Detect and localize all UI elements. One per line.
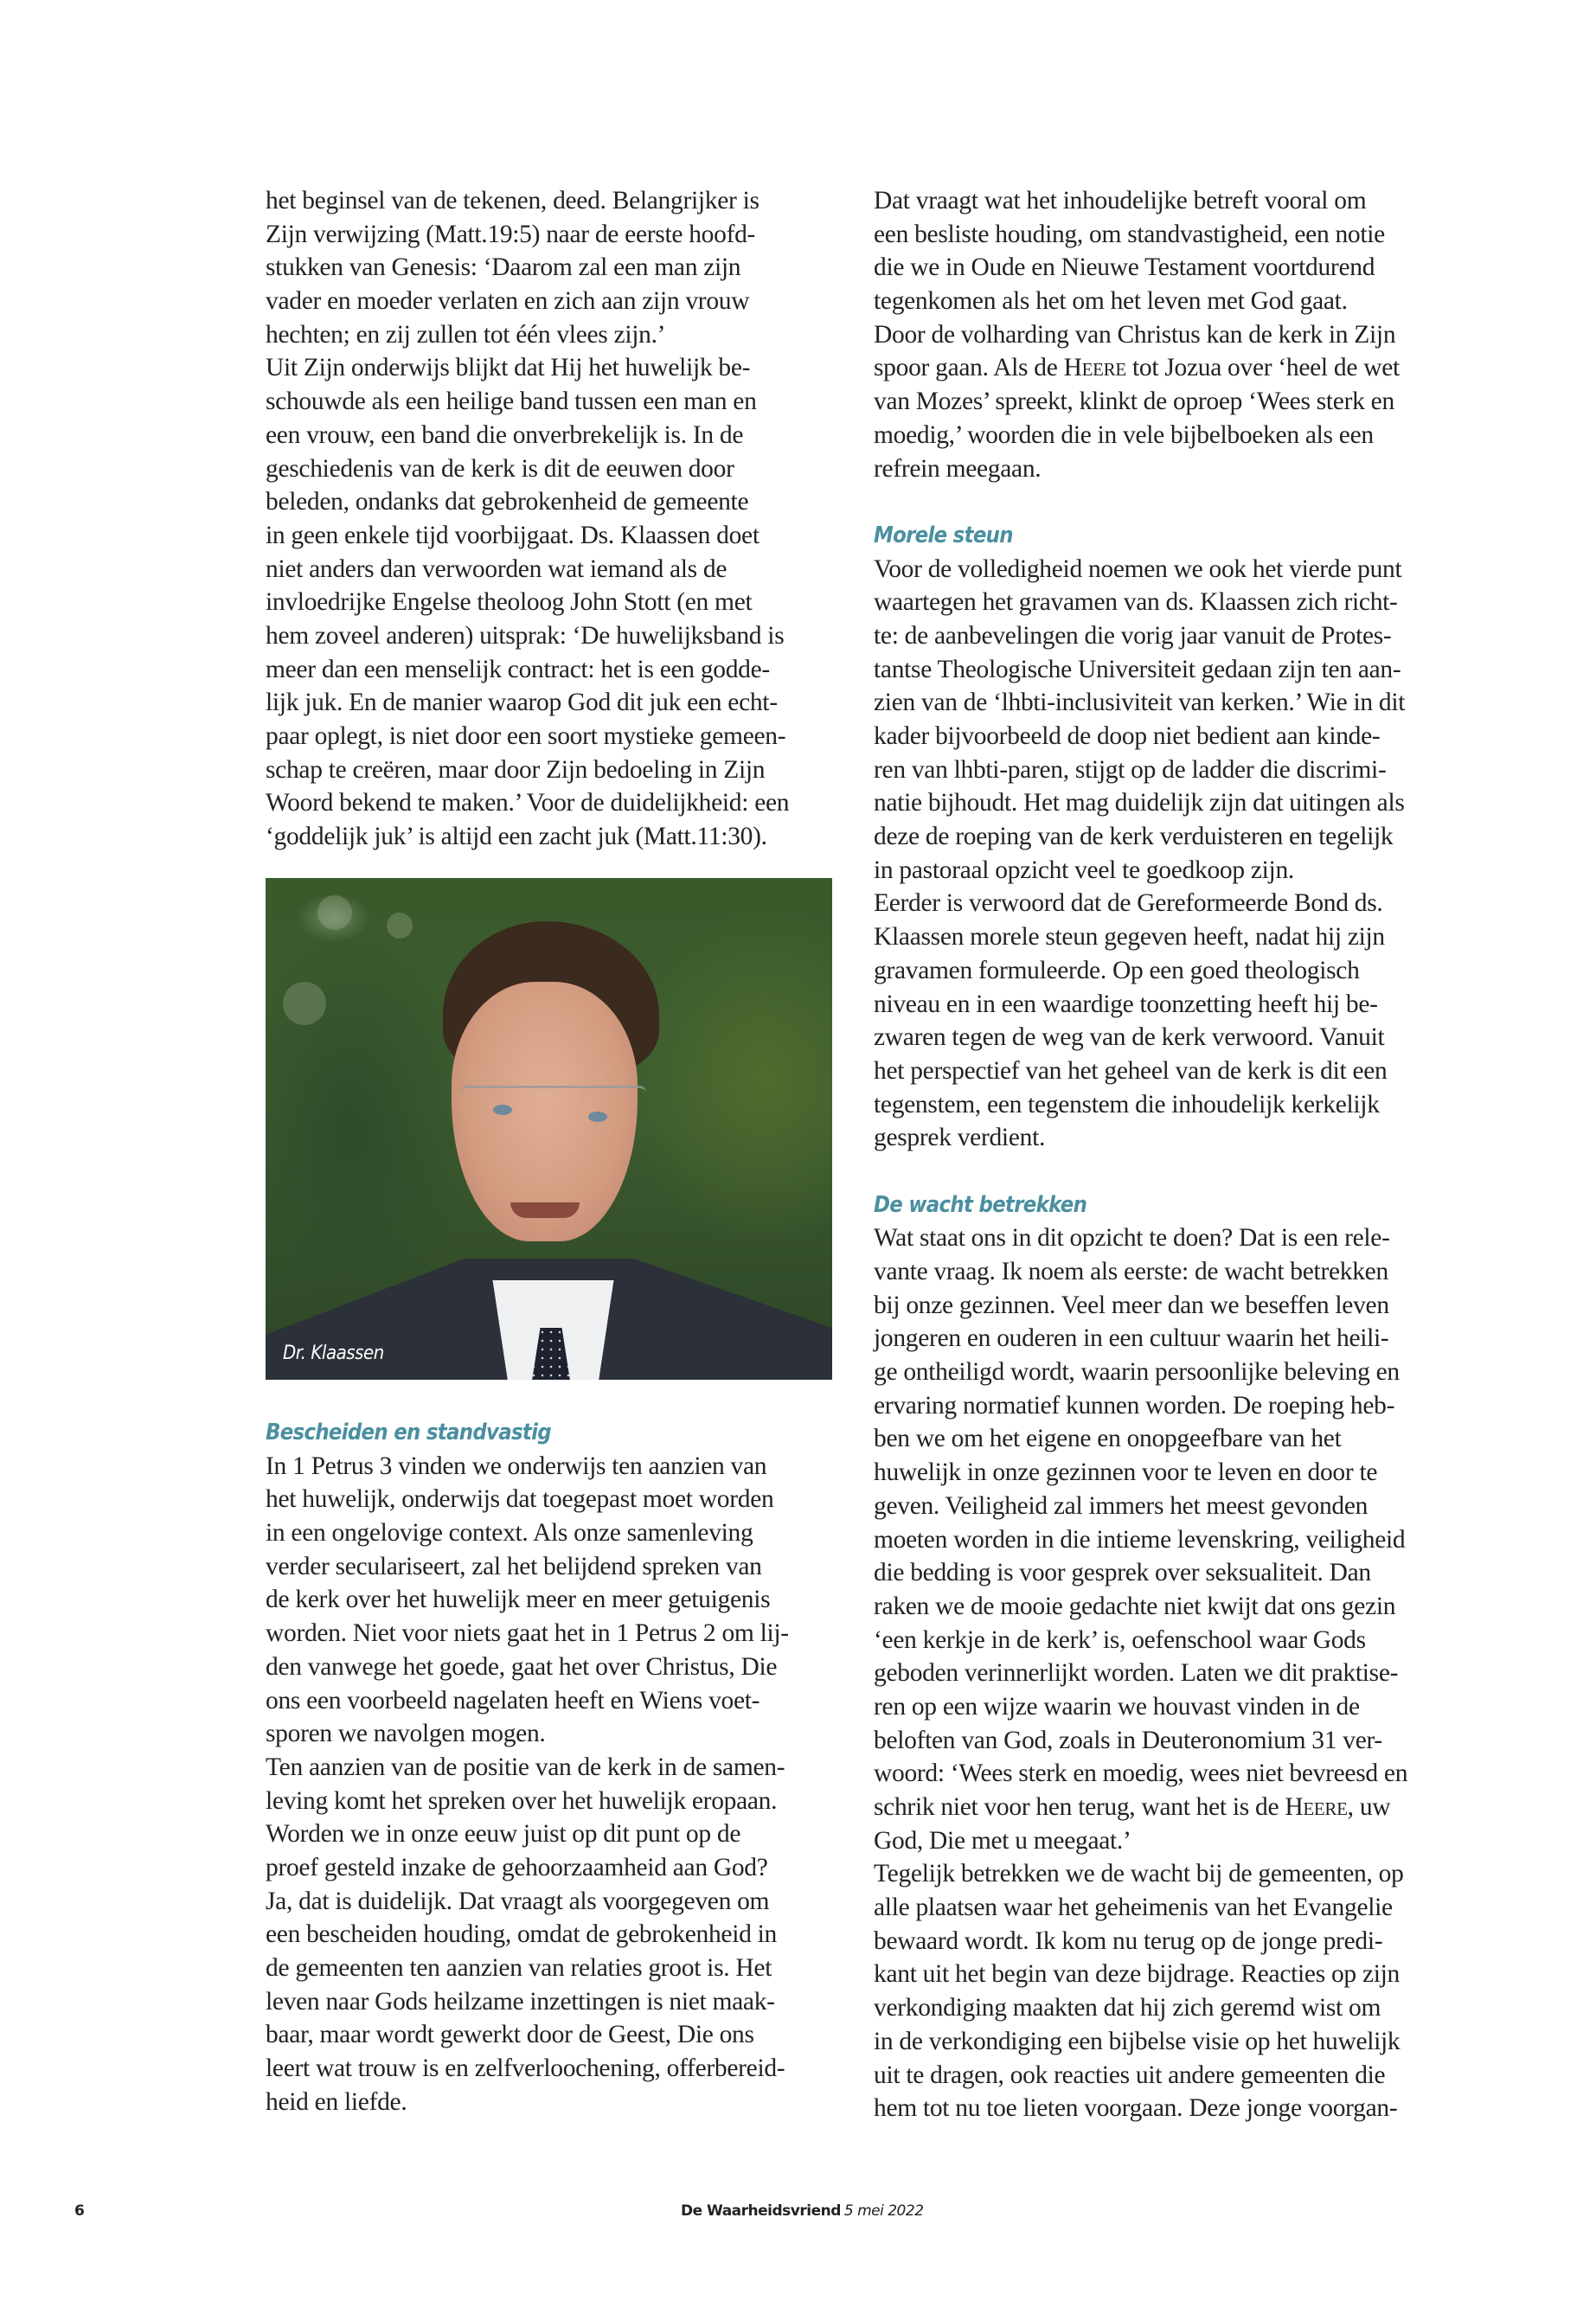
text-line: worden. Niet voor niets gaat het in 1 Petrus 2 om lij-	[266, 1619, 789, 1648]
text-line: moeten worden in die intieme levenskring, veiligheid	[874, 1525, 1406, 1554]
right-column	[874, 184, 1453, 2125]
text-line: ervaring normatief kunnen worden. De roeping heb-	[874, 1391, 1395, 1420]
text-line: heid en liefde.	[266, 2087, 407, 2116]
text-line: deze de roeping van de kerk verduisteren en tegelijk	[874, 823, 1394, 851]
text-line: kader bijvoorbeeld de doop niet bedient aan kinde-	[874, 722, 1381, 750]
left-column-top	[266, 184, 845, 854]
text-line: het beginsel van de tekenen, deed. Belangrijker is	[266, 187, 760, 215]
text-line: leving komt het spreken over het huwelijk eropaan.	[266, 1786, 778, 1815]
text-line: ren van lhbti-paren, stijgt op de ladder die discrimi-	[874, 755, 1387, 784]
text-line: een vrouw, een band die onverbrekelijk is. In de	[266, 420, 744, 449]
text-line: beleden, ondanks dat gebrokenheid de gemeente	[266, 488, 749, 516]
text-line: geboden verinnerlijkt worden. Laten we dit praktise-	[874, 1659, 1399, 1688]
text-line: uit te dragen, ook reacties uit andere gemeenten die	[874, 2061, 1386, 2089]
publication-name: De Waarheidsvriend	[681, 2202, 841, 2220]
text-line: invloedrijke Engelse theoloog John Stott (en met	[266, 588, 753, 617]
small-caps-word: Heere	[1063, 354, 1126, 382]
text-line: in geen enkele tijd voorbijgaat. Ds. Klaassen doet	[266, 521, 760, 549]
text-line: waartegen het gravamen van ds. Klaassen zich richt-	[874, 588, 1398, 617]
text-line: den vanwege het goede, gaat het over Christus, Die	[266, 1652, 778, 1681]
text-line: die we in Oude en Nieuwe Testament voortdurend	[874, 253, 1375, 282]
text-line: hem tot nu toe lieten voorgaan. Deze jonge voorgan-	[874, 2094, 1398, 2123]
text-segment: tot Jozua over ‘heel de wet	[1125, 354, 1400, 382]
text-line: in de verkondiging een bijbelse visie op het huwelijk	[874, 2027, 1401, 2055]
text-line: in pastoraal opzicht veel te goedkoop zijn.	[874, 856, 1294, 884]
text-line	[874, 1791, 1453, 1824]
section-heading-morele-steun: Morele steun	[874, 522, 1013, 548]
text-line: de gemeenten ten aanzien van relaties groot is. Het	[266, 1954, 772, 1982]
text-line: stukken van Genesis: ‘Daarom zal een man zijn	[266, 253, 741, 282]
text-line: beloften van God, zoals in Deuteronomium 31 ver-	[874, 1726, 1382, 1754]
left-column-section	[266, 1416, 845, 2118]
text-line: ‘een kerkje in de kerk’ is, oefenschool waar Gods	[874, 1625, 1366, 1654]
text-line: het huwelijk, onderwijs dat toegepast moet worden	[266, 1485, 774, 1514]
text-line: Woord bekend te maken.’ Voor de duidelijkheid: een	[266, 789, 790, 817]
text-line: Zijn verwijzing (Matt.19:5) naar de eerste hoofd-	[266, 220, 756, 248]
text-line: Klaassen morele steun gegeven heeft, nadat hij zijn	[874, 923, 1385, 952]
text-line: vader en moeder verlaten en zich aan zijn vrouw	[266, 287, 750, 316]
text-line: Ja, dat is duidelijk. Dat vraagt als voorgegeven om	[266, 1887, 770, 1915]
text-line: hem zoveel anderen) uitsprak: ‘De huwelijksband is	[266, 621, 785, 650]
text-line: niet anders dan verwoorden wat iemand als de	[266, 554, 727, 583]
text-line: verder seculariseert, zal het belijdend spreken van	[266, 1552, 762, 1580]
text-line: geven. Veiligheid zal immers het meest gevonden	[874, 1491, 1368, 1520]
text-line: ge ontheiligd wordt, waarin persoonlijke beleving en	[874, 1358, 1400, 1387]
text-line: meer dan een menselijk contract: het is een godde-	[266, 655, 770, 683]
paragraph-gap	[874, 485, 1453, 519]
text-line: In 1 Petrus 3 vinden we onderwijs ten aanzien van	[266, 1452, 767, 1480]
publication-date: 5 mei 2022	[843, 2202, 924, 2220]
text-line: Eerder is verwoord dat de Gereformeerde Bond ds.	[874, 889, 1383, 918]
portrait-photo	[266, 878, 832, 1380]
text-line: van Mozes’ spreekt, klinkt de oproep ‘Wees sterk en	[874, 388, 1394, 416]
text-line: God, Die met u meegaat.’	[874, 1826, 1131, 1855]
text-line: Worden we in onze eeuw juist op dit punt op de	[266, 1820, 741, 1849]
text-line: gravamen formuleerde. Op een goed theologisch	[874, 956, 1360, 984]
text-line: sporen we navolgen mogen.	[266, 1720, 546, 1748]
text-line: een bescheiden houding, omdat de gebrokenheid in	[266, 1920, 777, 1949]
text-line: bewaard wordt. Ik kom nu terug op de jonge predi-	[874, 1926, 1383, 1955]
text-line: geschiedenis van de kerk is dit de eeuwen door	[266, 454, 734, 483]
page-number: 6	[74, 2202, 85, 2220]
text-line: het perspectief van het geheel van de kerk is dit een	[874, 1056, 1388, 1085]
text-line: leert wat trouw is en zelfverloochening, offerbereid-	[266, 2054, 785, 2083]
text-line: raken we de mooie gedachte niet kwijt dat ons gezin	[874, 1592, 1396, 1620]
text-line: natie bijhoudt. Het mag duidelijk zijn dat uitingen als	[874, 789, 1405, 817]
text-line: moedig,’ woorden die in vele bijbelboeken als een	[874, 420, 1374, 449]
small-caps-word: Heere	[1285, 1793, 1348, 1821]
text-line: ‘goddelijk juk’ is altijd een zacht juk (Matt.11:30).	[266, 823, 767, 851]
text-line: paar oplegt, is niet door een soort mystieke gemeen-	[266, 722, 786, 750]
text-line: alle plaatsen waar het geheimenis van het Evangelie	[874, 1894, 1393, 1922]
text-line: een besliste houding, om standvastigheid, een notie	[874, 220, 1385, 248]
section-heading-bescheiden: Bescheiden en standvastig	[266, 1420, 551, 1445]
text-line: proef gesteld inzake de gehoorzaamheid aan God?	[266, 1853, 768, 1881]
text-line: jongeren en ouderen in een cultuur waarin het heili-	[874, 1324, 1389, 1353]
text-line: de kerk over het huwelijk meer en meer getuigenis	[266, 1586, 771, 1614]
section-heading-de-wacht-betrekken: De wacht betrekken	[874, 1191, 1087, 1218]
text-line: verkondiging maakten dat hij zich geremd wist om	[874, 1994, 1381, 2022]
text-line: bij onze gezinnen. Veel meer dan we beseffen leven	[874, 1291, 1389, 1319]
text-line: lijk juk. En de manier waarop God dit juk een echt-	[266, 689, 778, 717]
text-line	[874, 351, 1453, 385]
text-line: zwaren tegen de weg van de kerk verwoord. Vanuit	[874, 1023, 1385, 1052]
portrait-glasses	[460, 1086, 646, 1123]
text-line: Uit Zijn onderwijs blijkt dat Hij het huwelijk be-	[266, 354, 751, 382]
text-line: Ten aanzien van de positie van de kerk in de samen-	[266, 1753, 785, 1781]
text-line: Door de volharding van Christus kan de kerk in Zijn	[874, 320, 1396, 349]
text-line: ren op een wijze waarin we houvast vinden in de	[874, 1692, 1360, 1721]
text-segment: schrik niet voor hen terug, want het is de	[874, 1793, 1285, 1821]
text-line: Tegelijk betrekken we de wacht bij de gemeenten, op	[874, 1860, 1404, 1888]
text-line: hechten; en zij zullen tot één vlees zijn.’	[266, 320, 666, 349]
text-line: ben we om het eigene en onopgeefbare van het	[874, 1425, 1342, 1453]
text-line: tantse Theologische Universiteit gedaan zijn ten aan-	[874, 655, 1401, 683]
text-line: in een ongelovige context. Als onze samenleving	[266, 1519, 753, 1548]
text-line: vante vraag. Ik noem als eerste: de wacht betrekken	[874, 1258, 1388, 1285]
text-line: ons een voorbeeld nagelaten heeft en Wiens voet-	[266, 1686, 760, 1715]
text-line: Wat staat ons in dit opzicht te doen? Dat is een rele-	[874, 1224, 1390, 1253]
text-segment: spoor gaan. Als de	[874, 354, 1064, 382]
text-line: zien van de ‘lhbti-inclusiviteit van kerken.’ Wie in dit	[874, 689, 1406, 717]
text-line: niveau en in een waardige toonzetting heeft hij be-	[874, 990, 1378, 1018]
text-line: schap te creëren, maar door Zijn bedoeling in Zijn	[266, 755, 766, 784]
text-line: tegenkomen als het om het leven met God gaat.	[874, 287, 1348, 316]
text-line: te: de aanbevelingen die vorig jaar vanuit de Protes-	[874, 621, 1392, 650]
text-line: Dat vraagt wat het inhoudelijke betreft vooral om	[874, 187, 1367, 215]
text-line: woord: ‘Wees sterk en moedig, wees niet bevreesd en	[874, 1759, 1408, 1788]
text-line: leven naar Gods heilzame inzettingen is niet maak-	[266, 1987, 775, 2016]
text-line: gesprek verdient.	[874, 1124, 1046, 1152]
text-line: schouwde als een heilige band tussen een man en	[266, 388, 757, 416]
paragraph-gap	[874, 1155, 1453, 1189]
footer-publication	[681, 2202, 924, 2220]
text-line: huwelijk in onze gezinnen voor te leven en door te	[874, 1458, 1378, 1487]
text-segment: , uw	[1347, 1793, 1391, 1821]
text-line: refrein meegaan.	[874, 454, 1042, 483]
text-line: die bedding is voor gesprek over seksualiteit. Dan	[874, 1559, 1371, 1587]
photo-caption: Dr. Klaassen	[283, 1343, 384, 1364]
text-line: Voor de volledigheid noemen we ook het vierde punt	[874, 554, 1402, 583]
text-line: kant uit het begin van deze bijdrage. Reacties op zijn	[874, 1960, 1400, 1989]
text-line: baar, maar wordt gewerkt door de Geest, Die ons	[266, 2021, 754, 2049]
text-line: tegenstem, een tegenstem die inhoudelijk kerkelijk	[874, 1090, 1380, 1118]
